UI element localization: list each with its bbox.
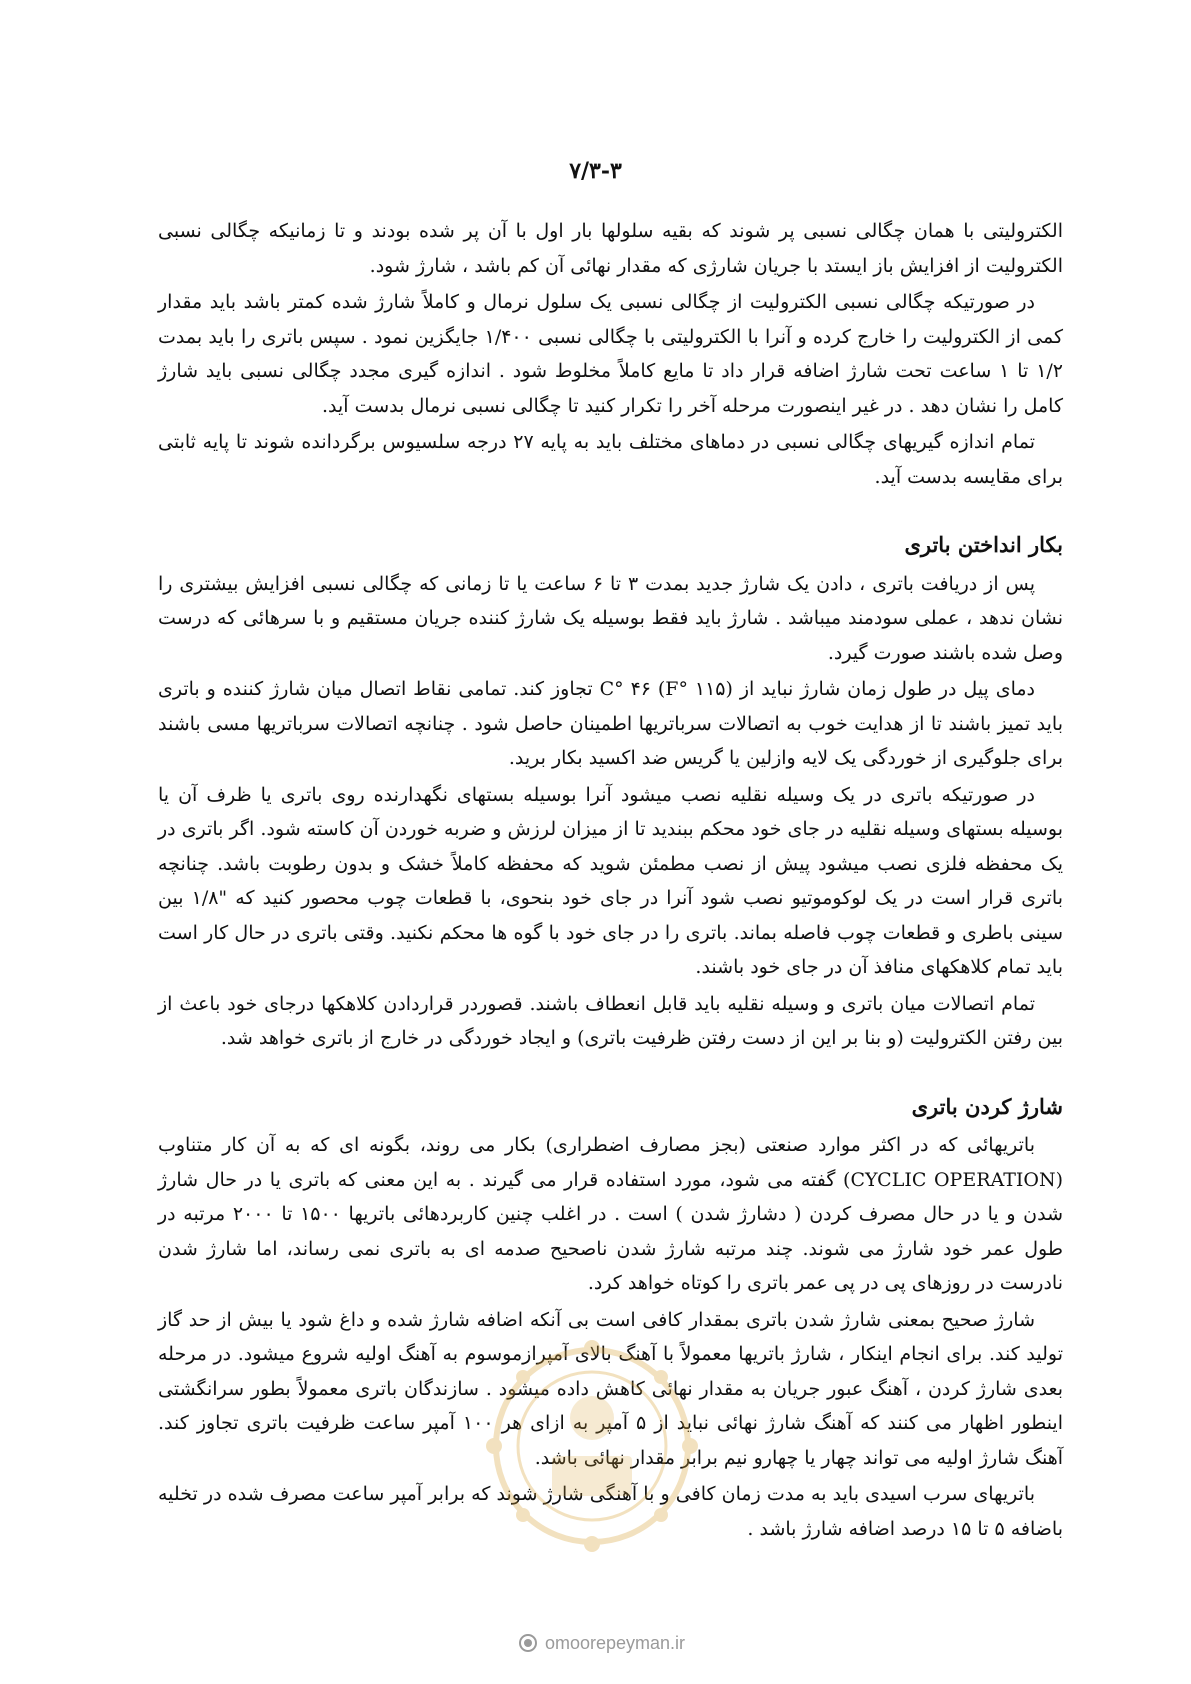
section2-paragraph-1: باتریهائی که در اکثر موارد صنعتی (بجز مصارف اضطراری) بکار می روند، بگونه ای که به آن کار متناوب (CYCLIC OPERATION) گفته می شود، مورد استفاده قرار می گیرند . به این معنی که باتری یا در حال شارژ شدن و یا در حال مصرف کردن ( دشارژ شدن ) است . در اغلب چنین کاربردهائی باتریها ۱۵۰۰ تا ۲۰۰۰ مرتبه در طول عمر خود شارژ می شوند. چند مرتبه شارژ شدن ناصحیح صدمه ای به باتری نمی رساند، اما شارژ شدن نادرست در روزهای پی در پی عمر باتری را کوتاه خواهد کرد.	[158, 1134, 1064, 1294]
site-url: omoorepeyman.ir	[544, 1632, 686, 1653]
section1-paragraph-1: پس از دریافت باتری ، دادن یک شارژ جدید بمدت ۳ تا ۶ ساعت یا تا زمانی که چگالی نسبی افزایش بیشتری را نشان ندهد ، عملی سودمند میباشد . شارژ باید فقط بوسیله یک شارژ کننده جریان مستقیم و با سرهائی که درست وصل شده باشند صورت گیرد.	[158, 572, 1063, 664]
section1-paragraph-2: دمای پیل در طول زمان شارژ نباید از C° ۴۶ (F° ۱۱۵) تجاوز کند. تمامی نقاط اتصال میان شارژ کننده و باتری باید تمیز باشند تا از هدایت خوب به اتصالات سرباتریها اطمینان حاصل شود . چنانچه اتصالات سرباتریها مسی باشند برای جلوگیری از خوردگی یک لایه وازلین یا گریس ضد اکسید بکار برید.	[158, 678, 1063, 769]
section2-paragraph-2: شارژ صحیح بمعنی شارژ شدن باتری بمقدار کافی است بی آنکه اضافه شارژ شده و داغ شود یا بیش از حد گاز تولید کند. برای انجام اینکار ، شارژ باتریها معمولاً با آهنگ بالای آمپرازموسوم به آهنگ اولیه شروع میشود. در مرحله بعدی شارژ کردن ، آهنگ عبور جریان به مقدار نهائی کاهش داده میشود . سازندگان باتری معمولاً بطور سرانگشتی اینطور اظهار می کنند که آهنگ شارژ نهائی نباید از ۵ آمپر به ازای هر ۱۰۰ آمپر ساعت ظرفیت باتری تجاوز کند. آهنگ شارژ اولیه می تواند چهار یا چهارو نیم برابر مقدار نهائی باشد.	[158, 1308, 1063, 1469]
section2-paragraph-3: باتریهای سرب اسیدی باید به مدت زمان کافی و با آهنگی شارژ شوند که برابر آمپر ساعت مصرف شده در تخلیه باضافه ۵ تا ۱۵ درصد اضافه شارژ باشد .	[158, 1483, 1063, 1540]
section-heading-commissioning: بکار انداختن باتری	[904, 532, 1063, 557]
section1-paragraph-3: در صورتیکه باتری در یک وسیله نقلیه نصب میشود آنرا بوسیله بستهای نگهدارنده روی باتری یا ظرف آن یا بوسیله بستهای وسیله نقلیه در جای خود محکم ببندید تا از میزان لرزش و ضربه خوردن آن کاسته شود. اگر باتری در یک محفظه فلزی نصب میشود پیش از نصب مطمئن شوید که محفظه کاملاً خشک و بدون رطوبت باشد. چنانچه باتری قرار است در یک لوکوموتیو نصب شود آنرا در جای خود بنحوی، با قطعات چوب محصور کنید که "۱/۸ بین سینی باطری و قطعات چوب فاصله بماند. باتری را در جای خود با گوه ها محکم نکنید. وقتی باتری در حال کار است باید تمام کلاهکهای منافذ آن در جای خود باشند.	[158, 783, 1063, 978]
intro-paragraph-1: الکترولیتی با همان چگالی نسبی پر شوند که بقیه سلولها بار اول با آن پر شده بودند و تا زمانیکه چگالی نسبی الکترولیت از افزایش باز ایستد با جریان شارژی که مقدار نهائی آن کم باشد ، شارژ شود.	[158, 220, 1063, 277]
intro-paragraph-2: در صورتیکه چگالی نسبی الکترولیت از چگالی نسبی یک سلول نرمال و کاملاً شارژ شده کمتر باشد باید مقدار کمی از الکترولیت را خارج کرده و آنرا با الکترولیتی با چگالی نسبی ۱/۴۰۰ جایگزین نمود . سپس باتری را باید بمدت ۱/۲ تا ۱ ساعت تحت شارژ اضافه قرار داد تا مایع کاملاً مخلوط شود . اندازه گیری مجدد چگالی نسبی باید شارژ کامل را نشان دهد . در غیر اینصورت مرحله آخر را تکرار کنید تا چگالی نسبی نرمال بدست آید.	[158, 291, 1063, 417]
page-number: ۷/۳-۳	[569, 158, 622, 184]
document-body	[158, 214, 1063, 1548]
section1-paragraph-4: تمام اتصالات میان باتری و وسیله نقلیه باید قابل انعطاف باشند. قصوردر قراردادن کلاهکها درجای خود باعث از بین رفتن الکترولیت (و بنا بر این از دست رفتن ظرفیت باتری) و ایجاد خوردگی در خارج از باتری خواهد شد.	[158, 992, 1063, 1049]
section-heading-charging: شارژ کردن باتری	[911, 1093, 1063, 1119]
intro-paragraph-3: تمام اندازه گیریهای چگالی نسبی در دماهای مختلف باید به پایه ۲۷ درجه سلسیوس برگردانده شوند تا پایه ثابتی برای مقایسه بدست آید.	[158, 431, 1063, 488]
instagram-icon	[519, 1634, 537, 1652]
site-footer	[472, 1628, 732, 1658]
